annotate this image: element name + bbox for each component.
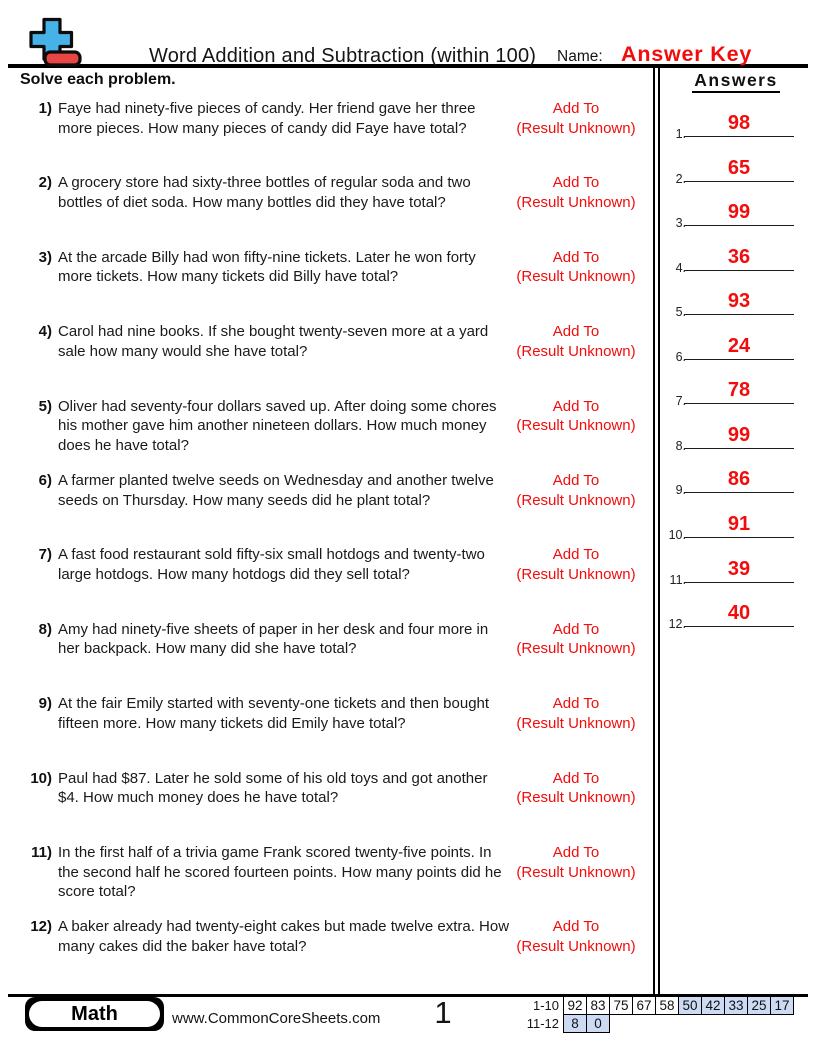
answer-number: 5. xyxy=(675,305,686,320)
name-label: Name: xyxy=(557,48,603,65)
problem-text: In the first half of a trivia game Frank scored twenty-five points. In the second half he scored fourteen points. How many points did he score total? xyxy=(58,844,502,900)
problem-number: 10) xyxy=(30,769,52,787)
problem-type-line2: (Result Unknown) xyxy=(516,640,636,658)
page-title: Word Addition and Subtraction (within 100) xyxy=(149,45,537,67)
problem-type-line2: (Result Unknown) xyxy=(516,491,636,509)
problem-type-line1: Add To xyxy=(552,546,600,564)
answer-row xyxy=(650,332,808,364)
answer-number: 12. xyxy=(668,617,686,632)
problem-type-line1: Add To xyxy=(552,844,600,861)
problem-text: A farmer planted twelve seeds on Wednesday and another twelve seeds on Thursday. How many seeds did he plant total? xyxy=(58,472,494,509)
answer-value: 40 xyxy=(727,602,751,625)
answer-blank-line xyxy=(684,198,794,226)
answer-value: 86 xyxy=(727,468,751,491)
answer-blank-line xyxy=(684,465,794,493)
score-cell: 92 xyxy=(563,996,587,1015)
problem-type-line2: (Result Unknown) xyxy=(516,714,636,732)
score-cell: 25 xyxy=(747,996,771,1015)
subject-badge-label: Math xyxy=(29,1001,160,1027)
score-cell: 8 xyxy=(563,1014,587,1033)
score-cell: 42 xyxy=(701,996,725,1015)
score-row-1-label: 1-10 xyxy=(532,998,559,1013)
problem-type-line2: (Result Unknown) xyxy=(516,789,636,807)
problem-type-tag xyxy=(508,694,644,733)
problem-type-tag xyxy=(508,620,644,659)
score-cell: 83 xyxy=(586,996,610,1015)
score-row-1 xyxy=(517,996,794,1015)
problem-text: A baker already had twenty-eight cakes but made twelve extra. How many cakes did the baker have total? xyxy=(58,918,510,955)
answer-row xyxy=(650,555,808,587)
answer-value: 65 xyxy=(727,156,751,179)
answer-number: 1. xyxy=(675,127,686,141)
website-link[interactable]: www.CommonCoreSheets.com xyxy=(172,1010,381,1027)
answer-blank-line xyxy=(684,287,794,315)
answer-key-text: Answer Key xyxy=(621,42,753,66)
score-cell: 33 xyxy=(724,996,748,1015)
answer-row xyxy=(650,465,808,498)
problem-number: 9) xyxy=(38,695,52,713)
problem-number: 2) xyxy=(38,174,52,192)
problem-number: 11) xyxy=(31,844,52,861)
score-cell: 58 xyxy=(655,996,679,1015)
answer-value: 93 xyxy=(727,290,751,313)
answers-heading-text: Answers xyxy=(692,70,779,93)
problem-type-tag xyxy=(508,843,644,882)
problem-type-line1: Add To xyxy=(552,472,600,489)
answer-row xyxy=(650,109,808,141)
answer-number: 8. xyxy=(675,438,686,453)
answer-number: 7. xyxy=(675,394,686,409)
problem-type-line1: Add To xyxy=(552,918,600,936)
score-table xyxy=(517,996,794,1033)
subject-badge xyxy=(25,997,164,1031)
problem-type-line2: (Result Unknown) xyxy=(516,863,636,881)
problem-type-tag xyxy=(508,173,644,212)
problem-type-line1: Add To xyxy=(552,100,600,117)
problem-text: At the fair Emily started with seventy-one tickets and then bought fifteen more. How many tickets did Emily have total? xyxy=(58,695,490,732)
problem-type-tag xyxy=(508,248,644,287)
problem-type-line1: Add To xyxy=(552,397,600,415)
answer-row xyxy=(650,198,808,231)
problem-number: 12) xyxy=(30,918,52,936)
answer-row xyxy=(650,376,808,409)
problem-type-line2: (Result Unknown) xyxy=(516,342,636,360)
problem-type-line1: Add To xyxy=(552,769,600,787)
problem-text: A fast food restaurant sold fifty-six small hotdogs and twenty-two large hotdogs. How many hotdogs did they sell total? xyxy=(58,546,485,583)
answer-blank-line xyxy=(684,421,794,449)
answer-number: 9. xyxy=(675,483,686,498)
answer-number: 11. xyxy=(669,572,686,587)
answer-row xyxy=(650,154,808,186)
problem-number: 8) xyxy=(38,620,52,638)
answer-row xyxy=(650,599,808,632)
minus-icon xyxy=(45,52,80,65)
score-row-1-cells xyxy=(563,996,794,1015)
answer-value: 36 xyxy=(727,245,751,268)
problem-number: 6) xyxy=(38,472,52,489)
answer-number: 6. xyxy=(675,349,686,364)
problem-type-line1: Add To xyxy=(552,695,600,713)
problem-number: 4) xyxy=(38,323,52,341)
answer-value: 39 xyxy=(727,557,751,580)
answer-row xyxy=(650,510,808,542)
problem-type-line2: (Result Unknown) xyxy=(516,417,636,435)
answer-blank-line xyxy=(684,376,794,404)
answer-number: 10. xyxy=(668,527,686,542)
problem-type-line2: (Result Unknown) xyxy=(516,937,636,955)
answer-row xyxy=(650,243,808,275)
score-cell: 67 xyxy=(632,996,656,1015)
answer-row xyxy=(650,287,808,320)
problem-number: 3) xyxy=(38,248,52,266)
answer-value: 24 xyxy=(727,334,751,357)
answer-number: 2. xyxy=(675,171,686,186)
answer-blank-line xyxy=(684,109,794,137)
score-cell: 0 xyxy=(586,1014,610,1033)
problem-type-tag xyxy=(508,99,644,138)
problem-text: Faye had ninety-five pieces of candy. Her friend gave her three more pieces. How many pieces of candy did Faye have total? xyxy=(58,100,476,137)
problem-text: Carol had nine books. If she bought twenty-seven more at a yard sale how many would she have total? xyxy=(58,323,489,360)
problem-type-line1: Add To xyxy=(552,174,600,192)
answer-value: 78 xyxy=(727,379,751,402)
problem-number: 5) xyxy=(38,397,52,415)
answer-blank-line xyxy=(684,510,794,538)
problem-number: 1) xyxy=(38,100,52,117)
problem-number: 7) xyxy=(38,546,52,564)
answer-blank-line xyxy=(684,555,794,583)
plus-minus-logo-icon xyxy=(29,17,83,69)
answer-value: 99 xyxy=(727,423,751,446)
problem-text: A grocery store had sixty-three bottles of regular soda and two bottles of diet soda. How many bottles did they have total? xyxy=(58,174,471,211)
score-cell: 75 xyxy=(609,996,633,1015)
problem-type-line2: (Result Unknown) xyxy=(516,119,636,137)
problem-type-line1: Add To xyxy=(552,248,600,266)
problem-type-line2: (Result Unknown) xyxy=(516,268,636,286)
problem-type-tag xyxy=(508,471,644,510)
answer-blank-line xyxy=(684,154,794,182)
problem-type-line2: (Result Unknown) xyxy=(516,193,636,211)
answer-number: 4. xyxy=(675,260,686,275)
score-cell: 50 xyxy=(678,996,702,1015)
answers-heading xyxy=(662,70,810,91)
answer-value: 91 xyxy=(727,512,751,535)
answer-value: 99 xyxy=(727,201,751,224)
page-number: 1 xyxy=(434,995,452,1030)
answer-blank-line xyxy=(684,243,794,271)
score-cell: 17 xyxy=(770,996,794,1015)
problem-type-tag xyxy=(508,397,644,436)
score-row-2-label: 11-12 xyxy=(526,1016,559,1031)
problem-type-tag xyxy=(508,545,644,584)
score-row-2 xyxy=(517,1014,794,1033)
problem-type-tag xyxy=(508,769,644,808)
answer-value: 98 xyxy=(727,112,751,134)
answer-blank-line xyxy=(684,599,794,627)
score-row-2-cells xyxy=(563,1014,610,1033)
problem-text: Amy had ninety-five sheets of paper in her desk and four more in her backpack. How many did she have total? xyxy=(58,620,489,658)
problem-type-tag xyxy=(508,917,644,956)
problem-type-line2: (Result Unknown) xyxy=(516,565,636,583)
instructions-text: Solve each problem. xyxy=(20,71,176,88)
problem-text: Oliver had seventy-four dollars saved up. After doing some chores his mother gave him another nineteen dollars. How much money does he have total? xyxy=(58,397,497,454)
problem-text: Paul had $87. Later he sold some of his old toys and got another $4. How much money does he have total? xyxy=(58,769,488,807)
answer-blank-line xyxy=(684,332,794,360)
problem-type-tag xyxy=(508,322,644,361)
problem-text: At the arcade Billy had won fifty-nine tickets. Later he won forty more tickets. How many tickets did Billy have total? xyxy=(58,248,476,286)
problem-type-line1: Add To xyxy=(552,323,600,341)
answer-number: 3. xyxy=(675,216,686,231)
problem-type-line1: Add To xyxy=(552,620,600,638)
answer-row xyxy=(650,421,808,453)
